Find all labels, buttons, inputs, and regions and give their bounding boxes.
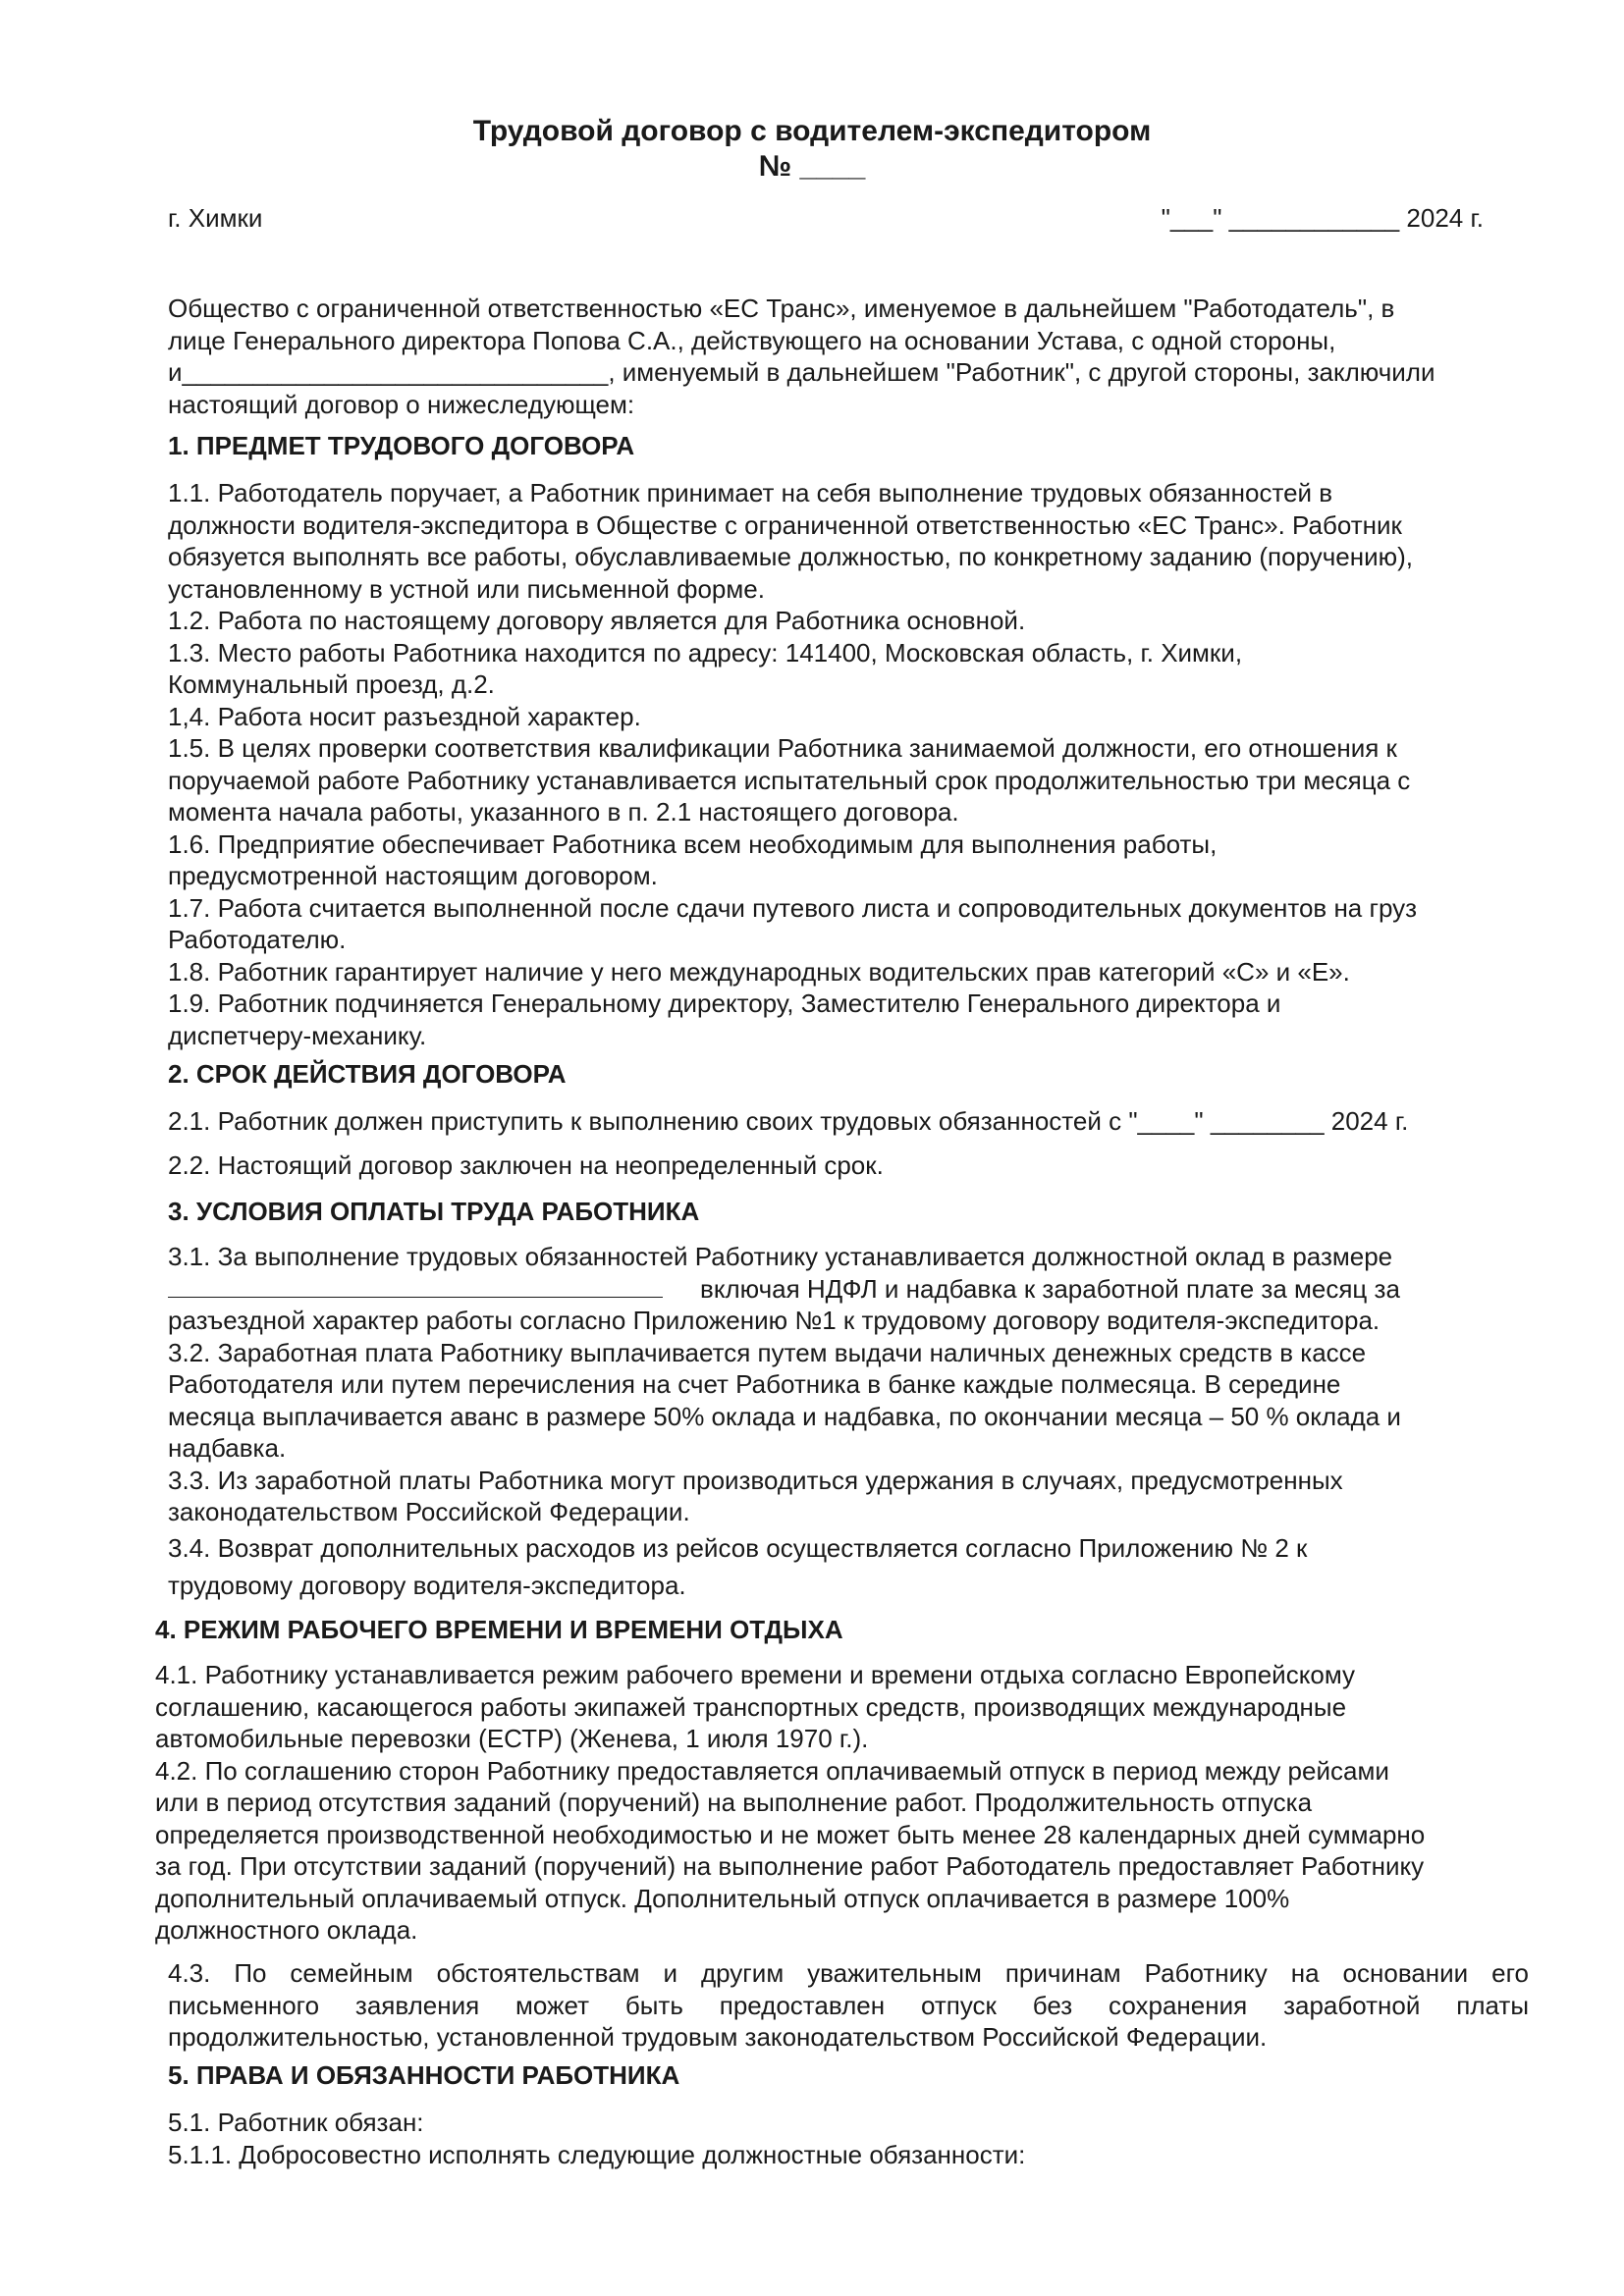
preamble-line: настоящий договор о нижеследующем: (168, 389, 635, 419)
text-line: 4.3. По семейным обстоятельствам и другим уважительным причинам Работнику на основании его (168, 1958, 1529, 1988)
salary-line (168, 1273, 1562, 1306)
text-line: 1.1. Работодатель поручает, а Работник принимает на себя выполнение трудовых обязанностей в (168, 478, 1333, 507)
text-line: Работодателю. (168, 925, 347, 954)
text-line: письменного заявления может быть предоставлен отпуск без сохранения заработной платы (168, 1990, 1529, 2020)
text-line: 3.3. Из заработной платы Работника могут производиться удержания в случаях, предусмотренных (168, 1465, 1343, 1495)
text-line: продолжительностью, установленной трудовым законодательством Российской Федерации. (168, 2022, 1268, 2052)
section-4-body (155, 1659, 1540, 1947)
section-1-heading: 1. ПРЕДМЕТ ТРУДОВОГО ДОГОВОРА (168, 431, 635, 460)
text-line: 1.7. Работа считается выполненной после сдачи путевого листа и сопроводительных документов на груз (168, 892, 1418, 923)
text-line: обязуется выполнять все работы, обуславливаемые должностью, по конкретному заданию (поручению), (168, 542, 1414, 571)
text-line: автомобильные перевозки (ЕСТР) (Женева, 1 июля 1970 г.). (155, 1724, 869, 1753)
text-line: 4.1. Работнику устанавливается режим рабочего времени и времени отдыха согласно Европейскому (155, 1660, 1355, 1689)
text-line: разъездной характер работы согласно Приложению №1 к трудовому договору водителя-экспедитора. (168, 1306, 1380, 1335)
preamble-line: лице Генерального директора Попова С.А., действующего на основании Устава, с одной стороны, (168, 325, 1336, 355)
text-line: 1.5. В целях проверки соответствия квалификации Работника занимаемой должности, его отношения к (168, 733, 1397, 763)
text-line: 3.4. Возврат дополнительных расходов из рейсов осуществляется согласно Приложению № 2 к (168, 1532, 1308, 1563)
text-line: трудовому договору водителя-экспедитора. (168, 1571, 686, 1600)
text-line: включая НДФЛ и надбавка к заработной плате за месяц за (700, 1273, 1400, 1304)
preamble (168, 293, 1484, 420)
section-2-body (168, 1105, 1562, 1181)
text-line: момента начала работы, указанного в п. 2.1 настоящего договора. (168, 797, 959, 827)
section-4-3-body (168, 1957, 1529, 2054)
text-line: 2.1. Работник должен приступить к выполнению своих трудовых обязанностей с "____" ________ 2024 г. (168, 1106, 1409, 1136)
text-line: дополнительный оплачиваемый отпуск. Дополнительный отпуск оплачивается в размере 100% (155, 1883, 1290, 1913)
text-line: надбавка. (168, 1433, 287, 1463)
text-line: Работодателя или путем перечисления на счет Работника в банке каждые полмесяца. В середине (168, 1369, 1341, 1399)
text-line: 3.2. Заработная плата Работнику выплачивается путем выдачи наличных денежных средств в кассе (168, 1337, 1367, 1367)
text-line: 1.3. Место работы Работника находится по адресу: 141400, Московская область, г. Химки, (168, 637, 1243, 667)
text-line: 4.2. По соглашению сторон Работнику предоставляется оплачиваемый отпуск в период между рейсами (155, 1755, 1389, 1786)
text-line: установленному в устной или письменной форме. (168, 573, 765, 604)
text-line: предусмотренной настоящим договором. (168, 861, 658, 890)
place-date-line (168, 202, 1484, 234)
text-line: 1.6. Предприятие обеспечивает Работника всем необходимым для выполнения работы, (168, 828, 1218, 859)
section-5-heading: 5. ПРАВА И ОБЯЗАННОСТИ РАБОТНИКА (168, 2060, 680, 2090)
text-line: определяется производственной необходимостью и не может быть менее 28 календарных дней суммарно (155, 1819, 1426, 1849)
text-line: должностного оклада. (155, 1915, 418, 1945)
text-line: 5.1. Работник обязан: (168, 2108, 424, 2137)
text-line: 1.9. Работник подчиняется Генеральному директору, Заместителю Генерального директора и (168, 988, 1281, 1018)
section-3-body (168, 1241, 1562, 1602)
document-title: Трудовой договор с водителем-экспедитором (472, 115, 1152, 147)
text-line: за год. При отсутствии заданий (поручений) на выполнение работ Работодатель предоставляет Работнику (155, 1851, 1425, 1881)
section-5-body (168, 2107, 1025, 2170)
preamble-line: и______________________________, именуемый в дальнейшем "Работник", с другой стороны, заключили (168, 357, 1435, 387)
text-line: должности водителя-экспедитора в Обществе с ограниченной ответственностью «ЕС Транс». Работник (168, 509, 1402, 540)
text-line: законодательством Российской Федерации. (168, 1497, 690, 1526)
text-line: 1.8. Работник гарантирует наличие у него международных водительских прав категорий «С» и «Е». (168, 956, 1350, 987)
text-line: 5.1.1. Добросовестно исполнять следующие должностные обязанности: (168, 2139, 1026, 2169)
text-line: 3.1. За выполнение трудовых обязанностей Работнику устанавливается должностной оклад в размере (168, 1242, 1393, 1271)
contract-date: "___" ____________ 2024 г. (1161, 203, 1484, 233)
text-line: или в период отсутствия заданий (поручений) на выполнение работ. Продолжительность отпуска (155, 1788, 1313, 1817)
section-2-heading: 2. СРОК ДЕЙСТВИЯ ДОГОВОРА (168, 1059, 567, 1089)
text-line: соглашению, касающегося работы экипажей транспортных средств, производящих международные (155, 1691, 1347, 1722)
text-line: поручаемой работе Работнику устанавливается испытательный срок продолжительностью три месяца с (168, 765, 1411, 795)
preamble-line: Общество с ограниченной ответственностью «ЕС Транс», именуемое в дальнейшем "Работодатель", в (168, 294, 1395, 323)
text-line: 1,4. Работа носит разъездной характер. (168, 701, 641, 731)
text-line: месяца выплачивается аванс в размере 50% оклада и надбавка, по окончании месяца – 50 % оклада и (168, 1401, 1401, 1431)
text-line: 1.2. Работа по настоящему договору является для Работника основной. (168, 606, 1026, 635)
city: г. Химки (168, 203, 263, 233)
text-line: Коммунальный проезд, д.2. (168, 669, 495, 699)
text-line: 2.2. Настоящий договор заключен на неопределенный срок. (168, 1149, 884, 1180)
salary-blank (168, 1273, 663, 1298)
section-4-heading: 4. РЕЖИМ РАБОЧЕГО ВРЕМЕНИ И ВРЕМЕНИ ОТДЫХА (155, 1615, 843, 1644)
text-line: диспетчеру-механику. (168, 1020, 427, 1050)
section-1-body (168, 477, 1543, 1051)
document-number: № ____ (758, 150, 866, 183)
section-3-heading: 3. УСЛОВИЯ ОПЛАТЫ ТРУДА РАБОТНИКА (168, 1197, 700, 1226)
